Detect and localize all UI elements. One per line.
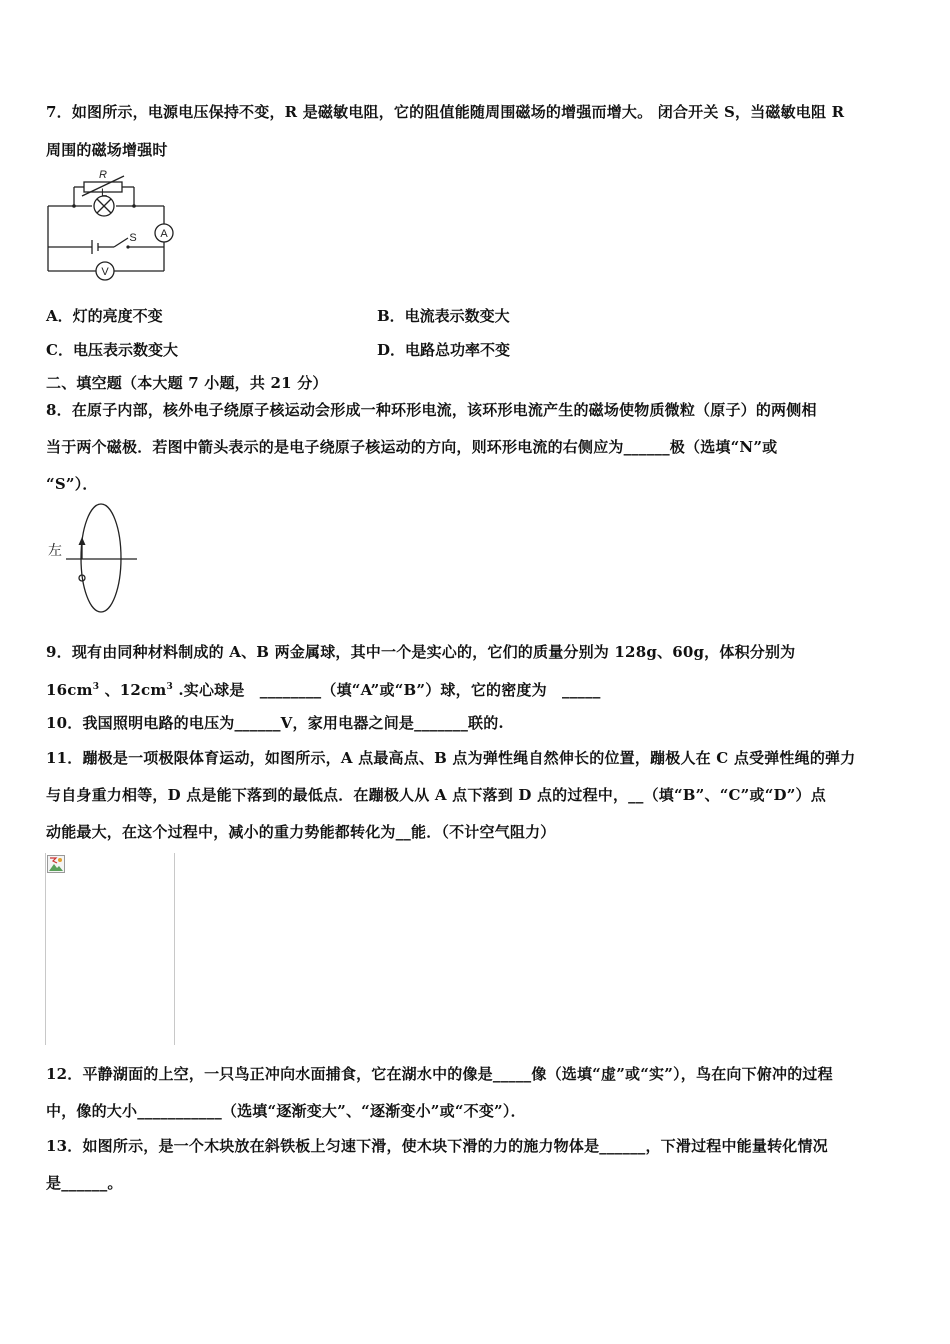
q9-question-rest: .实心球是 ________（填“A”或“B”）球，它的密度为 _____ — [172, 681, 601, 699]
q8-text-line1: 8．在原子内部，核外电子绕原子核运动会形成一种环形电流，该环形电流产生的磁场使物质微粒（原子）的两侧相 — [46, 401, 817, 419]
circuit-label-v: V — [101, 266, 109, 278]
section-heading-fill-in: 二、填空题（本大题 7 小题，共 21 分） — [46, 374, 328, 392]
q7-option-a: A．灯的亮度不变 — [46, 307, 163, 325]
q9-superscript-2: 3 — [166, 682, 173, 692]
q9-volume-2: 、12cm — [99, 681, 167, 699]
circuit-label-s: S — [129, 232, 137, 244]
circuit-label-a: A — [160, 228, 168, 240]
q12-text-line2: 中，像的大小___________（选填“逐渐变大”、“逐渐变小”或“不变”）． — [46, 1102, 526, 1120]
q8-electron-orbit-figure — [44, 503, 144, 615]
q13-text-line1: 13．如图所示，是一个木块放在斜铁板上匀速下滑，使木块下滑的力的施力物体是______，下滑过程中能量转化情况 — [46, 1137, 828, 1155]
q9-volume-1: 16cm — [46, 681, 93, 699]
q7-text-line2: 周围的磁场增强时 — [46, 141, 168, 159]
arrow-up-icon — [79, 537, 86, 545]
q8-text-line2: 当于两个磁极．若图中箭头表示的是电子绕原子核运动的方向，则环形电流的右侧应为______极（选填“N”或 — [46, 438, 778, 456]
q11-text-line1: 11．蹦极是一项极限体育运动，如图所示，A 点最高点、B 点为弹性绳自然伸长的位置，蹦极人在 C 点受弹性绳的弹力 — [46, 749, 856, 767]
q7-option-b: B．电流表示数变大 — [377, 307, 510, 325]
q13-text-line2: 是______。 — [46, 1174, 123, 1192]
q8-text-line3: “S”）． — [46, 475, 98, 493]
figure-label-left: 左 — [48, 543, 62, 559]
q11-text-line2: 与自身重力相等，D 点是能下落到的最低点．在蹦极人从 A 点下落到 D 点的过程中，__（填“B”、“C”或“D”）点 — [46, 786, 826, 804]
q12-text-line1: 12．平静湖面的上空，一只鸟正冲向水面捕食，它在湖水中的像是_____像（选填“虚”或“实”），鸟在向下俯冲的过程 — [46, 1065, 833, 1083]
q7-option-c: C．电压表示数变大 — [46, 341, 178, 359]
broken-image-icon — [47, 855, 65, 873]
q7-text-line1: 7．如图所示，电源电压保持不变，R 是磁敏电阻，它的阻值能随周围磁场的增强而增大。 闭合开关 S，当磁敏电阻 R — [46, 103, 845, 121]
q10-text-line1: 10．我国照明电路的电压为______V，家用电器之间是_______联的. — [46, 714, 504, 732]
q9-superscript-1: 3 — [92, 682, 100, 692]
q9-text-line2 — [46, 680, 601, 700]
q9-text-line1: 9．现有由同种材料制成的 A、B 两金属球，其中一个是实心的，它们的质量分别为 128g、60g，体积分别为 — [46, 643, 796, 661]
q11-text-line3: 动能最大，在这个过程中，减小的重力势能都转化为__能．（不计空气阻力） — [46, 823, 556, 841]
broken-image-placeholder — [45, 853, 175, 1045]
circuit-label-l: L — [100, 187, 108, 199]
circuit-label-r: R — [99, 169, 107, 181]
q7-circuit-diagram — [44, 168, 179, 283]
q7-option-d: D．电路总功率不变 — [377, 341, 511, 359]
